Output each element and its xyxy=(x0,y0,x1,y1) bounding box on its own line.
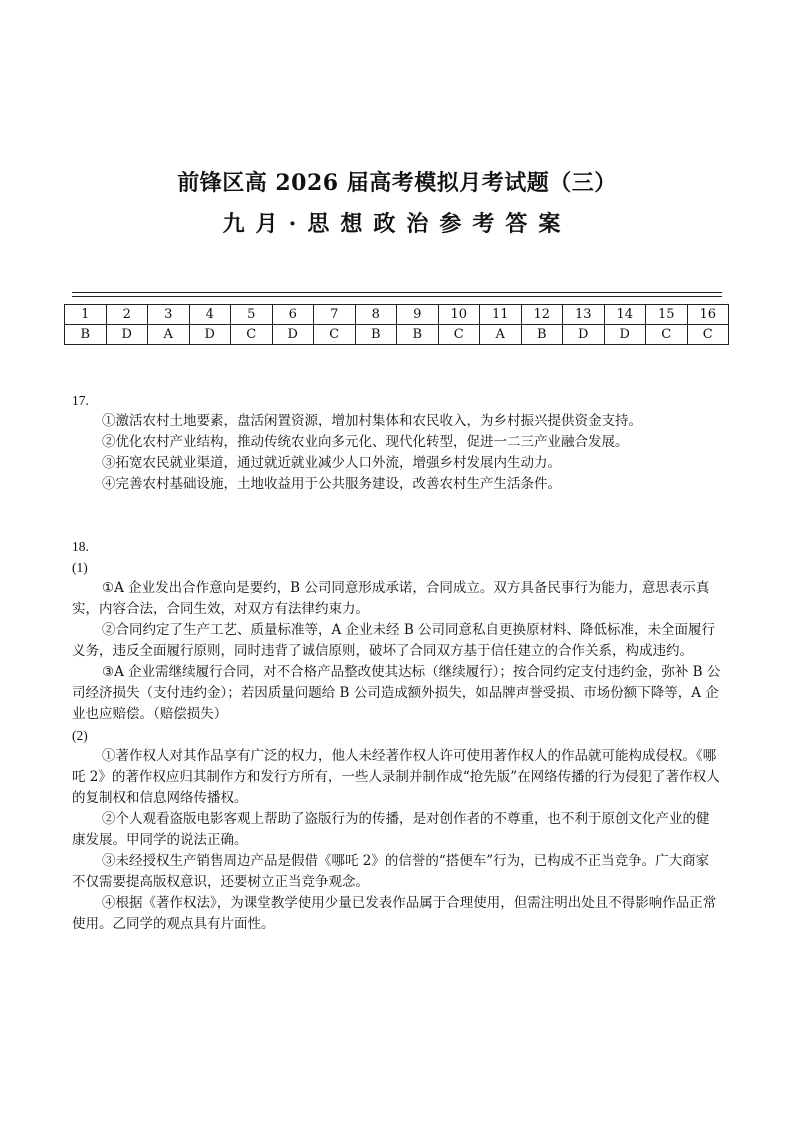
question-number: 5 xyxy=(231,305,273,325)
divider-top xyxy=(72,292,722,293)
answer-cell: C xyxy=(687,325,729,345)
question-number: 2 xyxy=(106,305,148,325)
question-number: 1 xyxy=(65,305,107,325)
answer-cell: D xyxy=(272,325,314,345)
question-number: 14 xyxy=(604,305,646,325)
q18-part2-label: (2) xyxy=(72,728,88,743)
question-number: 9 xyxy=(397,305,439,325)
divider-bottom xyxy=(72,296,722,297)
answer-table-answer-row xyxy=(65,325,729,345)
answer-cell: C xyxy=(231,325,273,345)
answer-table xyxy=(64,304,729,345)
question-17 xyxy=(72,390,722,495)
page-subtitle: 九月·思想政治参考答案 xyxy=(222,211,572,237)
answer-cell: C xyxy=(438,325,480,345)
answer-cell: D xyxy=(563,325,605,345)
answer-cell: B xyxy=(521,325,563,345)
question-18 xyxy=(72,536,722,935)
answer-cell: D xyxy=(106,325,148,345)
answer-cell: D xyxy=(189,325,231,345)
page-title: 前锋区高 2026 届高考模拟月考试题（三） xyxy=(177,170,617,196)
question-number: 11 xyxy=(480,305,522,325)
question-number: 3 xyxy=(148,305,190,325)
answer-cell: C xyxy=(646,325,688,345)
q17-point: ③拓宽农民就业渠道，通过就近就业减少人口外流，增强乡村发展内生动力。 xyxy=(102,455,561,471)
question-number: 8 xyxy=(355,305,397,325)
question-17-label: 17. xyxy=(72,393,89,408)
q18-part2-point: ③未经授权生产销售周边产品是假借《哪吒 2》的信誉的“搭便车”行为，已构成不正当竞争。广大商家不仅需要提高版权意识，还要树立正当竞争观念。 xyxy=(72,853,710,890)
question-number: 7 xyxy=(314,305,356,325)
answer-cell: B xyxy=(65,325,107,345)
question-number: 6 xyxy=(272,305,314,325)
answer-cell: B xyxy=(397,325,439,345)
answer-table-number-row xyxy=(65,305,729,325)
q18-part2-point: ②个人观看盗版电影客观上帮助了盗版行为的传播，是对创作者的不尊重，也不利于原创文化产业的健康发展。甲同学的说法正确。 xyxy=(72,811,710,848)
question-number: 13 xyxy=(563,305,605,325)
answer-cell: C xyxy=(314,325,356,345)
answer-cell: D xyxy=(604,325,646,345)
question-number: 16 xyxy=(687,305,729,325)
question-number: 12 xyxy=(521,305,563,325)
question-number: 4 xyxy=(189,305,231,325)
q18-part2-point: ①著作权人对其作品享有广泛的权力，他人未经著作权人许可使用著作权人的作品就可能构成侵权。《哪吒 2》的著作权应归其制作方和发行方所有，一些人录制并制作成“抢先版”在网络传播的行为侵犯了著作权人的复制权和信息网络传播权。 xyxy=(72,748,720,806)
q18-part1-point: ②合同约定了生产工艺、质量标准等，A 企业未经 B 公司同意私自更换原材料、降低标准，未全面履行义务，违反全面履行原则，同时违背了诚信原则，破坏了合同双方基于信任建立的合作关系，构成违约。 xyxy=(72,622,716,659)
section-gap xyxy=(72,495,722,536)
q17-point: ①激活农村土地要素，盘活闲置资源，增加村集体和农民收入，为乡村振兴提供资金支持。 xyxy=(102,413,642,429)
q18-part1-label: (1) xyxy=(72,560,88,575)
q17-point: ②优化农村产业结构，推动传统农业向多元化、现代化转型，促进一二三产业融合发展。 xyxy=(102,434,629,450)
q18-part1-point: ①A 企业发出合作意向是要约，B 公司同意形成承诺，合同成立。双方具备民事行为能力，意思表示真实，内容合法，合同生效，对双方有法律约束力。 xyxy=(72,580,710,617)
question-number: 10 xyxy=(438,305,480,325)
answer-cell: B xyxy=(355,325,397,345)
answer-content xyxy=(72,390,722,935)
q17-point: ④完善农村基础设施，土地收益用于公共服务建设，改善农村生产生活条件。 xyxy=(102,476,561,492)
answer-cell: A xyxy=(480,325,522,345)
question-18-label: 18. xyxy=(72,539,89,554)
q18-part1-point: ③A 企业需继续履行合同，对不合格产品整改使其达标（继续履行）；按合同约定支付违约金，弥补 B 公司经济损失（支付违约金）；若因质量问题给 B 公司造成额外损失，如品牌声誉受损、市场份额下降等，A 企业也应赔偿。（赔偿损失） xyxy=(72,664,721,722)
q18-part2-point: ④根据《著作权法》，为课堂教学使用少量已发表作品属于合理使用，但需注明出处且不得影响作品正常使用。乙同学的观点具有片面性。 xyxy=(72,895,717,932)
question-number: 15 xyxy=(646,305,688,325)
answer-cell: A xyxy=(148,325,190,345)
